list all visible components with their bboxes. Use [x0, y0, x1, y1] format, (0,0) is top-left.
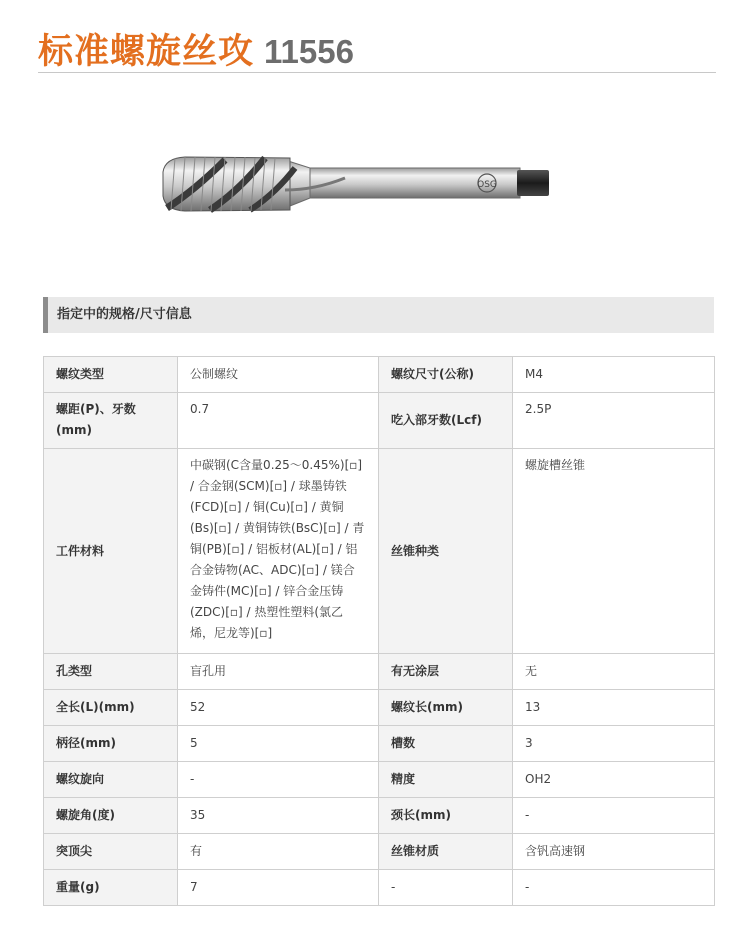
spec-value: 7 — [178, 870, 379, 906]
table-row — [44, 357, 715, 393]
title-divider — [38, 72, 716, 73]
spec-value: 0.7 — [178, 393, 379, 449]
spec-value: 35 — [178, 798, 379, 834]
table-row — [44, 834, 715, 870]
spec-key: 螺纹类型 — [44, 357, 178, 393]
section-title: 指定中的规格/尺寸信息 — [57, 307, 192, 322]
spec-key: 螺纹旋向 — [44, 762, 178, 798]
osg-logo-text: OSG — [477, 180, 497, 190]
spec-value: 3 — [513, 726, 715, 762]
spec-value: 2.5P — [513, 393, 715, 449]
section-accent — [43, 297, 48, 333]
spec-key: 螺纹长(mm) — [379, 690, 513, 726]
spec-key: 丝锥种类 — [379, 449, 513, 654]
table-row — [44, 870, 715, 906]
page-title — [38, 24, 354, 70]
spec-key: 颈长(mm) — [379, 798, 513, 834]
spec-value-workpiece-materials: 中碳钢(C含量0.25～0.45%)[▫] / 合金钢(SCM)[▫] / 球墨铸铁(FCD)[▫] / 铜(Cu)[▫] / 黄铜(Bs)[▫] / 黄铜铸铁(BsC)[▫] / 青铜(PB)[▫] / 铝板材(AL)[▫] / 铝合金铸物(AC、ADC)[▫] / 镁合金铸件(MC)[▫] / 锌合金压铸(ZDC)[▫] / 热塑性塑料(氯乙烯，尼龙等)[▫] — [178, 449, 379, 654]
spec-value: M4 — [513, 357, 715, 393]
spec-key: - — [379, 870, 513, 906]
spec-key: 工件材料 — [44, 449, 178, 654]
spec-value: 52 — [178, 690, 379, 726]
spec-key: 吃入部牙数(Lcf) — [379, 393, 513, 449]
spec-key: 槽数 — [379, 726, 513, 762]
spec-key: 精度 — [379, 762, 513, 798]
spec-value: 无 — [513, 654, 715, 690]
title-product-number: 11556 — [264, 33, 354, 70]
table-row — [44, 798, 715, 834]
spec-value: OH2 — [513, 762, 715, 798]
table-row — [44, 449, 715, 654]
spec-key: 有无涂层 — [379, 654, 513, 690]
spec-key: 突顶尖 — [44, 834, 178, 870]
spec-value: 盲孔用 — [178, 654, 379, 690]
table-row — [44, 690, 715, 726]
spiral-flute-tap-illustration — [155, 150, 555, 220]
spec-value: 螺旋槽丝锥 — [513, 449, 715, 654]
spec-value: 13 — [513, 690, 715, 726]
spec-key: 丝锥材质 — [379, 834, 513, 870]
spec-value: 公制螺纹 — [178, 357, 379, 393]
spec-key: 螺纹尺寸(公称) — [379, 357, 513, 393]
spec-value: - — [178, 762, 379, 798]
spec-key: 全长(L)(mm) — [44, 690, 178, 726]
spec-value: - — [513, 798, 715, 834]
table-row — [44, 726, 715, 762]
spec-key: 螺距(P)、牙数(mm) — [44, 393, 178, 449]
spec-key: 重量(g) — [44, 870, 178, 906]
table-row — [44, 762, 715, 798]
spec-key: 孔类型 — [44, 654, 178, 690]
table-row — [44, 654, 715, 690]
spec-key: 柄径(mm) — [44, 726, 178, 762]
table-row — [44, 393, 715, 449]
spec-key: 螺旋角(度) — [44, 798, 178, 834]
spec-value: 有 — [178, 834, 379, 870]
title-product-name: 标准螺旋丝攻 — [38, 32, 255, 72]
spec-value: - — [513, 870, 715, 906]
spec-table — [43, 356, 715, 906]
tap-image-svg — [155, 150, 555, 220]
spec-value: 含钒高速钢 — [513, 834, 715, 870]
spec-value: 5 — [178, 726, 379, 762]
section-header — [43, 297, 714, 333]
